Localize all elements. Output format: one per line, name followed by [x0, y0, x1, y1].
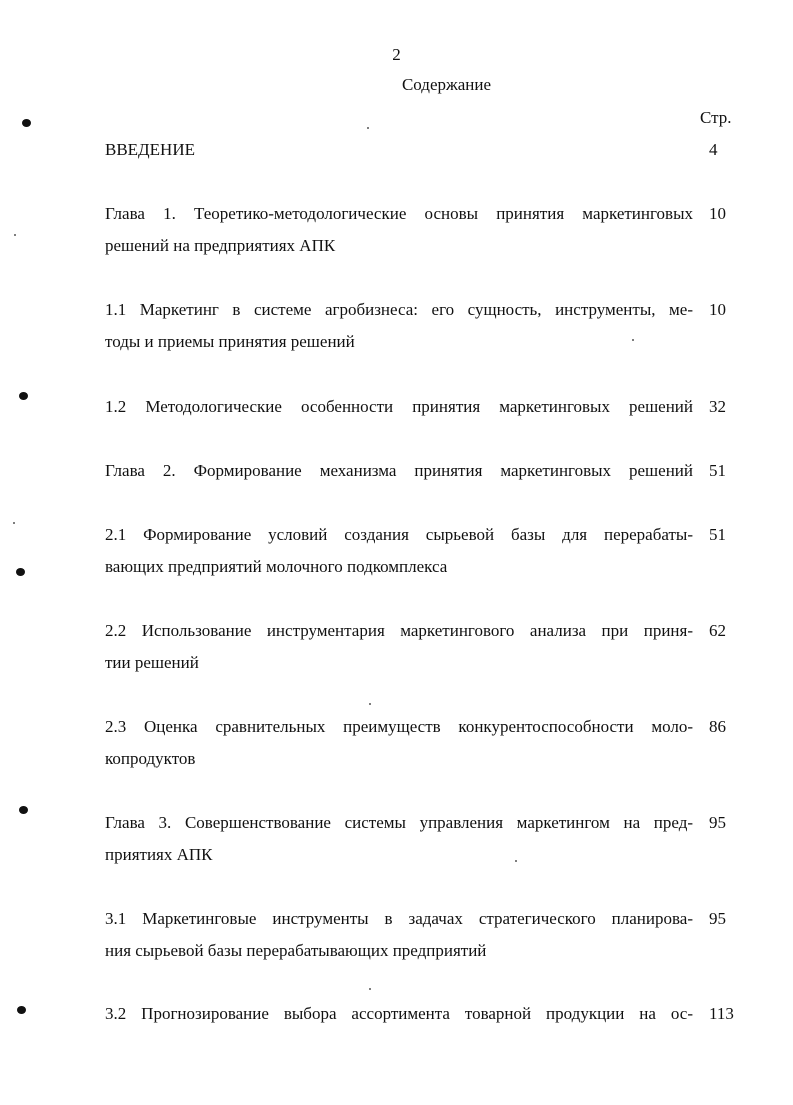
- toc-entry-chapter-3[interactable]: [105, 807, 745, 871]
- toc-entry-title-line-1: Глава 3. Совершенствование системы управления маркетингом на пред-: [105, 813, 693, 832]
- toc-entry-title-line-1: Глава 1. Теоретико-методологические основы принятия маркетинговых: [105, 204, 693, 223]
- toc-entry-page: 32: [709, 397, 726, 416]
- toc-entry-title: [105, 198, 693, 262]
- toc-entry-title-line-1: 2.3 Оценка сравнительных преимуществ конкурентоспособности моло-: [105, 717, 693, 736]
- toc-entry-page: 86: [709, 717, 726, 736]
- toc-entry-page: 95: [709, 909, 726, 928]
- toc-entry-page: 113: [709, 1004, 734, 1023]
- toc-entry-section-2-1[interactable]: [105, 519, 745, 583]
- toc-entry-title-line-2: копродуктов: [105, 749, 196, 768]
- toc-entry-title: Глава 2. Формирование механизма принятия маркетинговых решений: [105, 461, 693, 480]
- toc-entry-title: [105, 807, 693, 871]
- toc-entry-title-line-2: тии решений: [105, 653, 199, 672]
- toc-entry-title: [105, 711, 693, 775]
- toc-entry-title-line-2: тоды и приемы принятия решений: [105, 332, 355, 351]
- toc-entry-section-3-1[interactable]: [105, 903, 745, 967]
- toc-entry-title-line-1: 2.1 Формирование условий создания сырьевой базы для перерабаты-: [105, 525, 693, 544]
- toc-entry-section-1-2[interactable]: [105, 391, 745, 423]
- scan-artifact: [369, 988, 371, 990]
- scan-artifact: [632, 339, 634, 341]
- toc-entry-introduction[interactable]: [105, 134, 745, 166]
- scan-artifact: [19, 392, 28, 400]
- toc-entry-title-line-1: 3.1 Маркетинговые инструменты в задачах стратегического планирова-: [105, 909, 693, 928]
- toc-entry-title: [105, 519, 693, 583]
- toc-entry-page: 62: [709, 621, 726, 640]
- toc-entry-title: [105, 294, 693, 358]
- toc-entry-chapter-2[interactable]: [105, 455, 745, 487]
- toc-entry-page: 4: [709, 140, 718, 159]
- scan-artifact: [14, 234, 16, 236]
- toc-entry-page: 10: [709, 300, 726, 319]
- toc-entry-page: 95: [709, 813, 726, 832]
- scan-artifact: [13, 522, 15, 524]
- toc-entry-section-2-2[interactable]: [105, 615, 745, 679]
- toc-entry-chapter-1[interactable]: [105, 198, 745, 262]
- toc-entry-section-3-2[interactable]: [105, 998, 745, 1030]
- toc-entry-title-line-2: решений на предприятиях АПК: [105, 236, 336, 255]
- toc-entry-title: 3.2 Прогнозирование выбора ассортимента товарной продукции на ос-: [105, 1004, 693, 1023]
- scan-artifact: [19, 806, 28, 814]
- scan-artifact: [367, 127, 369, 129]
- toc-entry-title-line-2: вающих предприятий молочного подкомплекса: [105, 557, 448, 576]
- scan-artifact: [515, 860, 517, 862]
- toc-entry-page: 51: [709, 525, 726, 544]
- toc-entry-title: ВВЕДЕНИЕ: [105, 140, 195, 159]
- toc-entry-page: 10: [709, 204, 726, 223]
- toc-entry-title-line-2: приятиях АПК: [105, 845, 213, 864]
- scan-artifact: [22, 119, 31, 127]
- toc-entry-title-line-2: ния сырьевой базы перерабатывающих предприятий: [105, 941, 487, 960]
- toc-entry-section-1-1[interactable]: [105, 294, 745, 358]
- scan-artifact: [16, 568, 25, 576]
- toc-entry-title: [105, 903, 693, 967]
- toc-entry-title-line-1: 1.1 Маркетинг в системе агробизнеса: его сущность, инструменты, ме-: [105, 300, 693, 319]
- scan-artifact: [369, 703, 371, 705]
- toc-entry-section-2-3[interactable]: [105, 711, 745, 775]
- toc-entry-title: [105, 615, 693, 679]
- toc-entry-title: 1.2 Методологические особенности принятия маркетинговых решений: [105, 397, 693, 416]
- scan-artifact: [17, 1006, 26, 1014]
- page-number: 2: [392, 45, 401, 64]
- toc-entry-page: 51: [709, 461, 726, 480]
- toc-entry-title-line-1: 2.2 Использование инструментария маркетингового анализа при приня-: [105, 621, 693, 640]
- page-column-header: Стр.: [700, 108, 732, 127]
- page-title: Содержание: [401, 75, 492, 94]
